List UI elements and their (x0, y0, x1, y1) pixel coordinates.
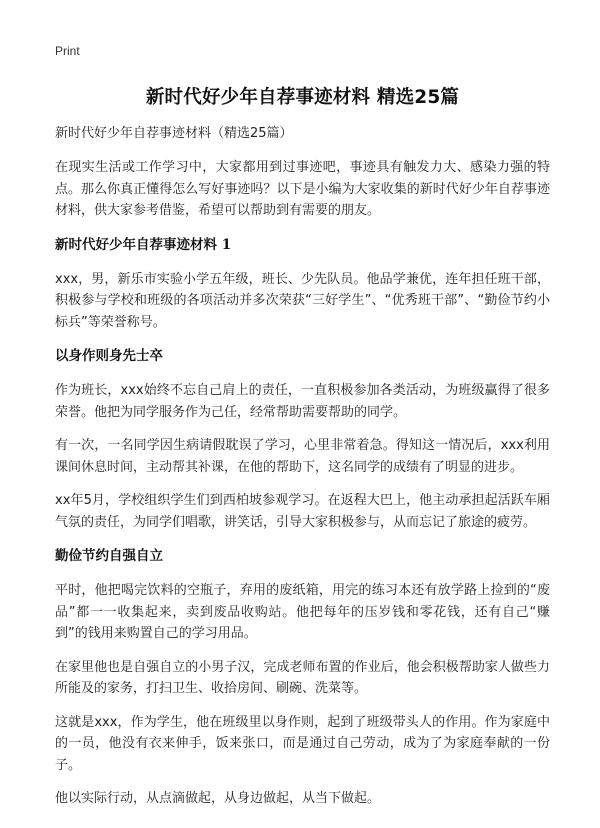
section1-paragraph: xxx，男，新乐市实验小学五年级，班长、少先队员。他品学兼优，连年担任班干部，积极参与学校和班级的各项活动并多次荣获“三好学生”、“优秀班干部”、“勤俭节约小标兵”等荣誉称号。 (55, 271, 550, 330)
document-subtitle: 新时代好少年自荐事迹材料（精选25篇） (55, 126, 293, 141)
thrift-paragraph-2: 在家里他也是自强自立的小男子汉，完成老师布置的作业后，他会积极帮助家人做些力所能及的家务，打扫卫生、收拾房间、刷碗、洗菜等。 (55, 659, 550, 696)
thrift-paragraph-4: 他以实际行动，从点滴做起，从身边做起，从当下做起。 (55, 791, 381, 806)
print-link[interactable]: Print (55, 44, 80, 58)
section-heading-1: 新时代好少年自荐事迹材料 1 (55, 236, 232, 253)
subheading-thrift-self-reliance: 勤俭节约自强自立 (55, 548, 163, 564)
thrift-paragraph-3: 这就是xxx，作为学生，他在班级里以身作则，起到了班级带头人的作用。作为家庭中的一员，他没有衣来伸手，饭来张口，而是通过自己劳动，成为了为家庭奉献的一份子。 (55, 714, 550, 773)
thrift-paragraph-1: 平时，他把喝完饮料的空瓶子，弃用的废纸箱，用完的练习本还有放学路上捡到的“废品”都一一收集起来，卖到废品收购站。他把每年的压岁钱和零花钱，还有自己“赚到”的钱用来购置自己的学习用品。 (55, 583, 550, 641)
lead-paragraph-2: 有一次，一名同学因生病请假耽误了学习，心里非常着急。得知这一情况后，xxx利用课间休息时间，主动帮其补课，在他的帮助下，这名同学的成绩有了明显的进步。 (55, 438, 550, 475)
document-page (55, 44, 550, 822)
subheading-lead-by-example: 以身作则身先士卒 (55, 348, 163, 364)
page-title: 新时代好少年自荐事迹材料 精选25篇 (145, 87, 460, 108)
lead-paragraph-1: 作为班长，xxx始终不忘自己肩上的责任，一直积极参加各类活动，为班级赢得了很多荣誉。他把为同学服务作为己任，经常帮助需要帮助的同学。 (55, 383, 550, 420)
lead-paragraph-3: xx年5月，学校组织学生们到西柏坡参观学习。在返程大巴上，他主动承担起活跃车厢气氛的责任，为同学们唱歌，讲笑话，引导大家积极参与，从而忘记了旅途的疲劳。 (55, 493, 550, 530)
intro-paragraph: 在现实生活或工作学习中，大家都用到过事迹吧，事迹具有触发力大、感染力强的特点。那么你真正懂得怎么写好事迹吗？以下是小编为大家收集的新时代好少年自荐事迹材料，供大家参考借鉴，希望可以帮助到有需要的朋友。 (55, 160, 550, 218)
